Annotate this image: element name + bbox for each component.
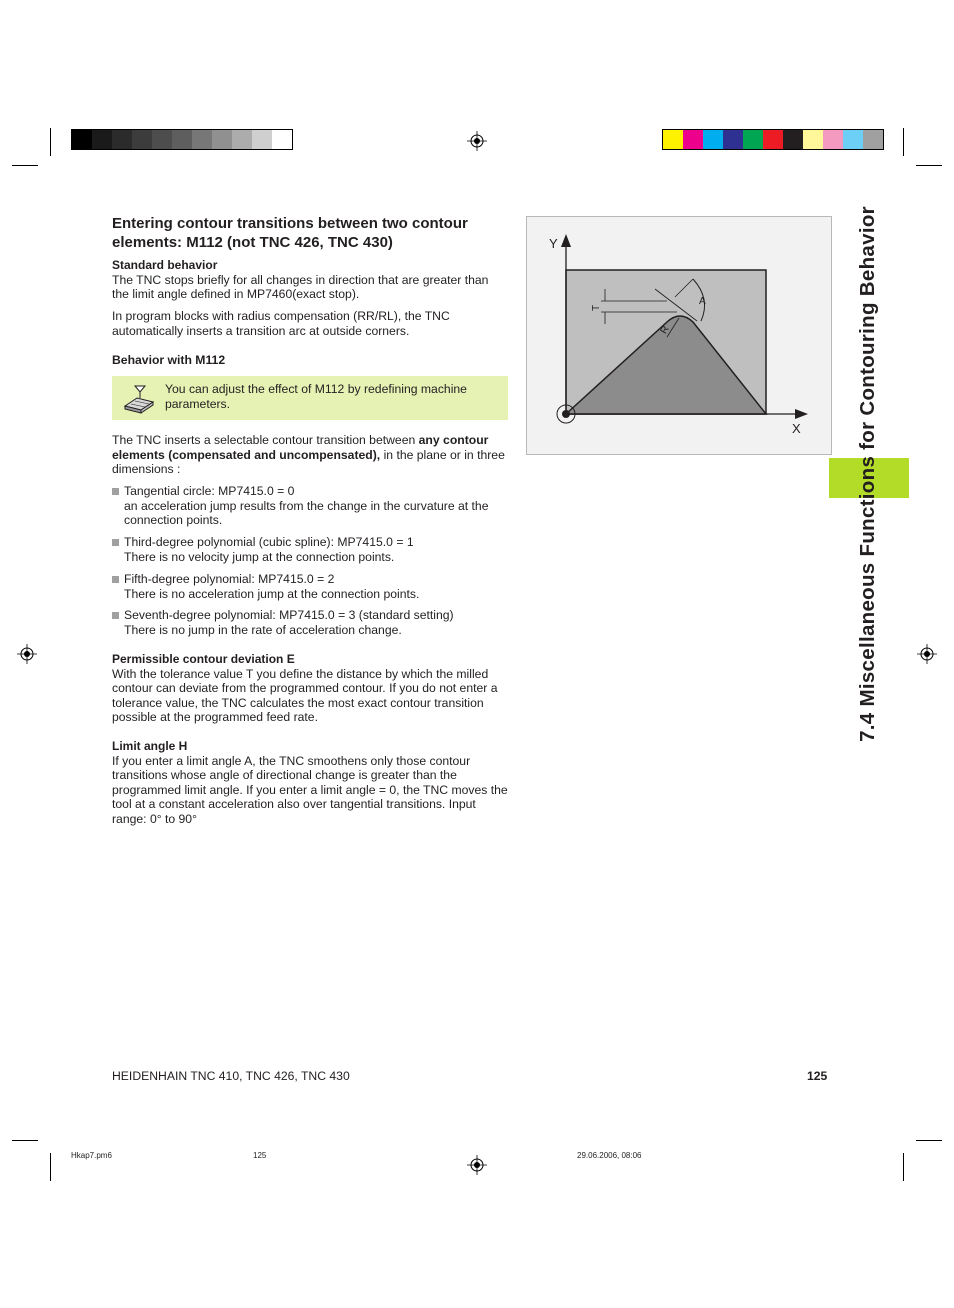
color-swatch — [703, 130, 723, 149]
list-item — [112, 572, 508, 601]
standard-behavior-text-2: In program blocks with radius compensation (RR/RL), the TNC automatically inserts a transition arc at outside corners. — [112, 309, 450, 338]
page-number: 125 — [807, 1069, 828, 1083]
note-box — [112, 376, 508, 420]
color-swatch — [803, 130, 823, 149]
color-swatch — [132, 130, 152, 149]
color-swatch — [683, 130, 703, 149]
color-swatch — [112, 130, 132, 149]
slug-date: 29.06.2006, 08:06 — [577, 1151, 642, 1160]
deviation-block — [112, 652, 508, 725]
note-text: You can adjust the effect of M112 by redefining machine parameters. — [165, 382, 467, 411]
crop-mark — [903, 128, 904, 156]
list-item-line-1: Third-degree polynomial (cubic spline): MP7415.0 = 1 — [124, 535, 414, 549]
footer-text: HEIDENHAIN TNC 410, TNC 426, TNC 430 — [112, 1069, 350, 1083]
color-swatch — [743, 130, 763, 149]
list-item-line-2: There is no jump in the rate of acceleration change. — [124, 622, 402, 637]
color-swatch — [843, 130, 863, 149]
chapter-side-title-text: 7.4 Miscellaneous Functions for Contouring Behavior — [856, 206, 879, 742]
standard-behavior-block — [112, 258, 508, 302]
color-swatch — [212, 130, 232, 149]
color-swatch — [663, 130, 683, 149]
note-hand-icon — [121, 382, 155, 414]
deviation-text: With the tolerance value T you define the distance by which the milled contour can deviate from the programmed contour. If you do not enter a tolerance value, the TNC calculates the most exact contour transition possible at the programmed feed rate. — [112, 666, 498, 724]
intro-text-post: in the plane or in three dimensions : — [112, 447, 505, 476]
deviation-title: Permissible contour deviation E — [112, 652, 295, 666]
bullet-square-icon — [112, 612, 119, 619]
list-item-line-2: an acceleration jump results from the change in the curvature at the connection points. — [124, 498, 489, 527]
registration-mark-icon — [467, 1155, 487, 1175]
behavior-m112-title: Behavior with M112 — [112, 353, 226, 367]
color-swatch — [92, 130, 112, 149]
x-axis-arrow-icon — [795, 409, 808, 419]
contour-figure — [526, 216, 832, 455]
crop-mark — [903, 1153, 904, 1181]
list-item-line-2: There is no velocity jump at the connection points. — [124, 549, 395, 564]
bullet-square-icon — [112, 576, 119, 583]
color-swatch — [272, 130, 292, 149]
t-label: T — [591, 304, 602, 311]
intro-text-bold: any contour elements (compensated and uncompensated), — [112, 433, 489, 462]
intro-text-pre: The TNC inserts a selectable contour transition between — [112, 433, 419, 447]
color-swatch — [232, 130, 252, 149]
y-axis-arrow-icon — [561, 234, 571, 247]
section-heading: Entering contour transitions between two contour elements: M112 (not TNC 426, TNC 430) — [112, 215, 468, 251]
crop-mark — [916, 165, 942, 166]
color-swatch — [192, 130, 212, 149]
y-axis-label: Y — [549, 236, 558, 251]
contour-diagram — [527, 217, 831, 454]
gray-calibration-bar — [71, 129, 293, 150]
color-swatch — [72, 130, 92, 149]
standard-behavior-text-1: The TNC stops briefly for all changes in direction that are greater than the limit angle defined in MP7460(exact stop). — [112, 272, 489, 301]
chapter-side-title — [838, 206, 898, 742]
color-swatch — [763, 130, 783, 149]
standard-behavior-title: Standard behavior — [112, 258, 218, 272]
list-item — [112, 608, 508, 637]
list-item — [112, 535, 508, 564]
origin-dot — [562, 410, 570, 418]
a-label: A — [699, 296, 706, 307]
color-swatch — [252, 130, 272, 149]
crop-mark — [50, 128, 51, 156]
crop-mark — [916, 1140, 942, 1141]
slug-page: 125 — [253, 1151, 267, 1160]
list-item-line-1: Tangential circle: MP7415.0 = 0 — [124, 484, 295, 498]
registration-mark-icon — [17, 644, 37, 664]
color-swatch — [783, 130, 803, 149]
list-item-line-1: Seventh-degree polynomial: MP7415.0 = 3 (standard setting) — [124, 608, 454, 622]
color-swatch — [863, 130, 883, 149]
crop-mark — [12, 165, 38, 166]
list-item-line-1: Fifth-degree polynomial: MP7415.0 = 2 — [124, 572, 335, 586]
bullet-square-icon — [112, 539, 119, 546]
color-calibration-bar — [662, 129, 884, 150]
slug-file: Hkap7.pm6 — [71, 1151, 112, 1160]
bullet-square-icon — [112, 488, 119, 495]
color-swatch — [723, 130, 743, 149]
color-swatch — [152, 130, 172, 149]
crop-mark — [50, 1153, 51, 1181]
r-label: R — [658, 324, 672, 336]
registration-mark-icon — [917, 644, 937, 664]
limit-angle-title: Limit angle H — [112, 739, 188, 753]
list-item-line-2: There is no acceleration jump at the connection points. — [124, 586, 420, 601]
intro-paragraph — [112, 433, 508, 477]
list-item — [112, 484, 508, 528]
limit-angle-block — [112, 739, 508, 826]
limit-angle-text: If you enter a limit angle A, the TNC smoothens only those contour transitions whose angle of directional change is greater than the programmed limit angle. If you enter a limit angle = 0, the TNC moves the tool at a constant acceleration also over tangential transitions. Input range: 0° to 90° — [112, 753, 508, 826]
color-swatch — [172, 130, 192, 149]
registration-mark-icon — [467, 131, 487, 151]
crop-mark — [12, 1140, 38, 1141]
x-axis-label: X — [792, 421, 801, 436]
color-swatch — [823, 130, 843, 149]
